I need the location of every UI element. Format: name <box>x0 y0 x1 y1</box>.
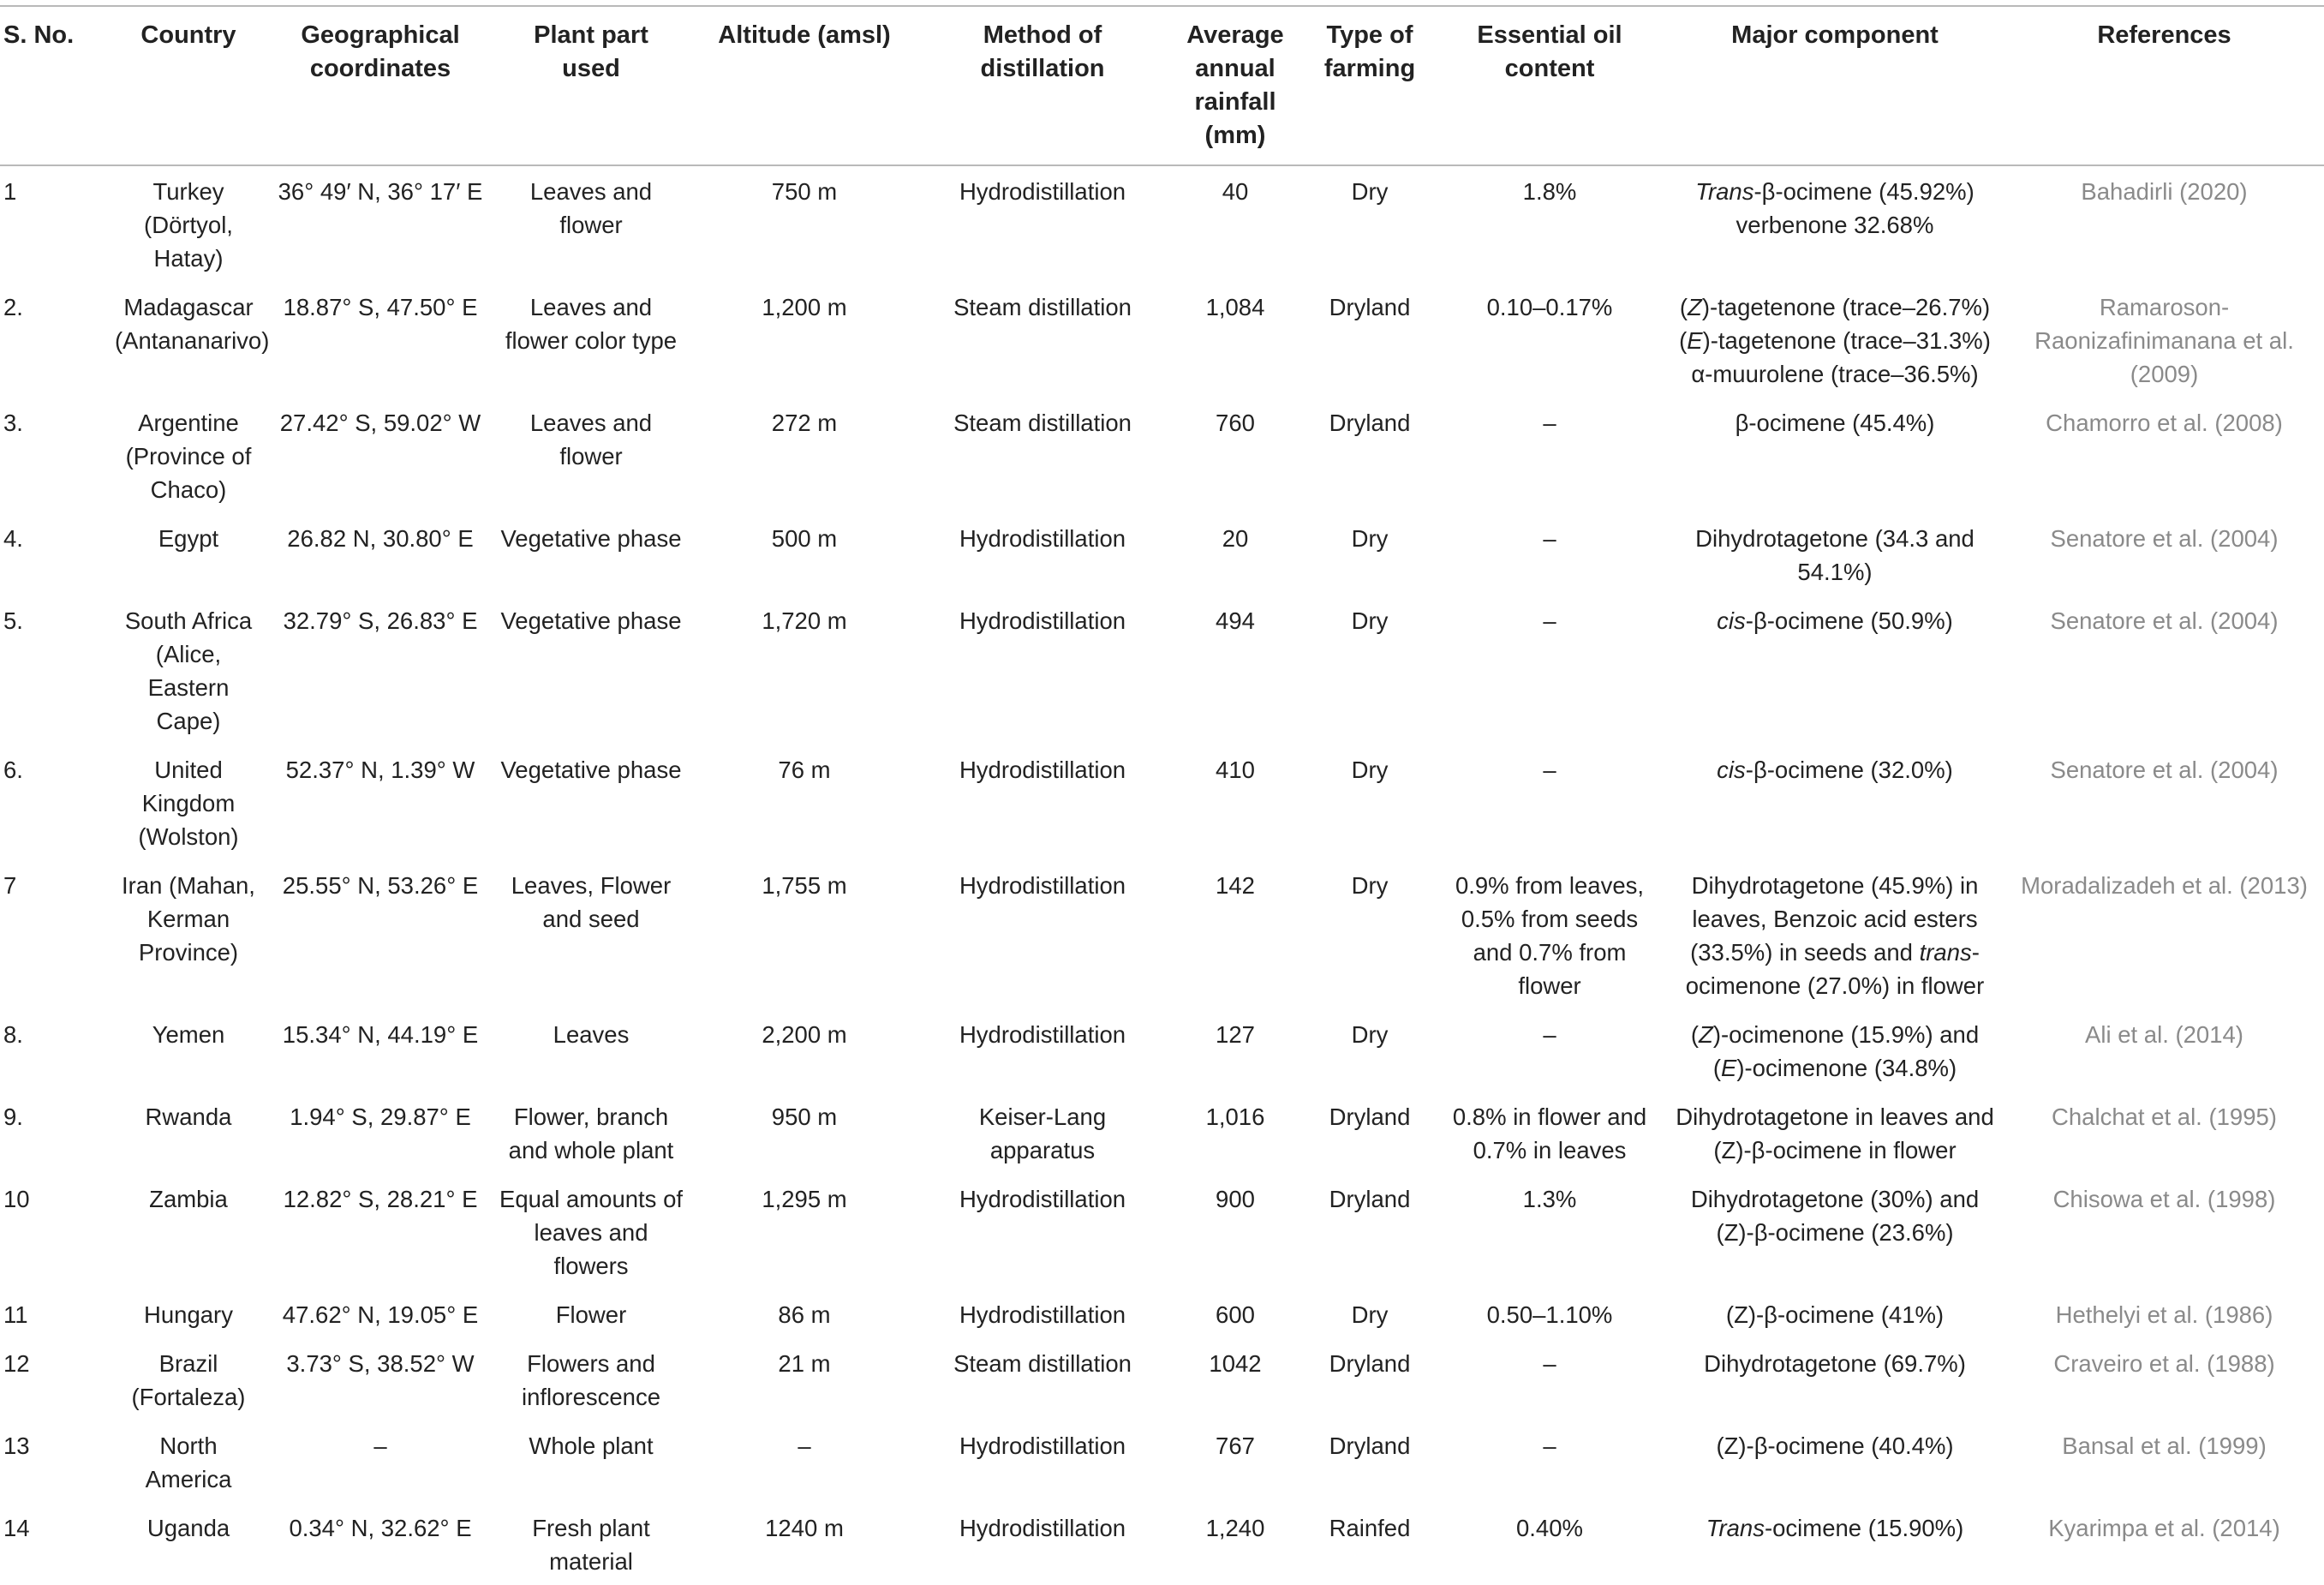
component-text: Trans <box>1695 178 1754 205</box>
rainfall-cell: 142 <box>1216 872 1255 899</box>
col-plant-part-header <box>493 6 689 165</box>
altitude-cell: 500 m <box>771 525 838 552</box>
header-line: content <box>1504 55 1595 82</box>
coordinates-cell: 12.82° S, 28.21° E <box>283 1186 478 1212</box>
method-cell: Steam distillation <box>953 294 1132 320</box>
country-cell: Hungary <box>144 1301 233 1328</box>
essential-oil-table <box>0 5 2324 1585</box>
header-line: Geographical <box>301 21 460 49</box>
oil-content-cell: 1.3% <box>1522 1186 1577 1212</box>
country-cell: Brazil (Fortaleza) <box>131 1350 246 1410</box>
farming-cell: Dryland <box>1329 1432 1411 1459</box>
method-cell: Keiser-Lang apparatus <box>978 1104 1107 1163</box>
component-text: trans <box>1919 939 1972 966</box>
header-line: rainfall <box>1194 88 1276 116</box>
header-line: coordinates <box>309 55 451 82</box>
header-line: Major component <box>1731 21 1939 49</box>
altitude-cell: – <box>798 1432 811 1459</box>
coordinates-cell: – <box>373 1432 387 1459</box>
component-text: cis <box>1717 757 1746 783</box>
component-text: )-ocimenone (34.8%) <box>1736 1055 1957 1081</box>
plant-part-cell: Vegetative phase <box>500 607 682 634</box>
sno-cell: 7 <box>3 872 17 899</box>
rainfall-cell: 1,084 <box>1205 294 1265 320</box>
reference-cell: Ramaroson-Raonizafinimanana et al. (2009) <box>2034 294 2294 387</box>
reference-cell: Senatore et al. (2004) <box>2050 525 2279 552</box>
farming-cell: Dry <box>1351 1021 1389 1048</box>
method-cell: Hydrodistillation <box>959 1515 1126 1541</box>
rainfall-cell: 40 <box>1222 178 1249 205</box>
oil-content-cell: – <box>1543 1432 1556 1459</box>
farming-cell: Dry <box>1351 1301 1389 1328</box>
component-text: E <box>1687 327 1703 354</box>
rainfall-cell: 600 <box>1216 1301 1255 1328</box>
plant-part-cell: Whole plant <box>529 1432 654 1459</box>
major-component-cell <box>1665 860 2004 1009</box>
coordinates-cell: 1.94° S, 29.87° E <box>290 1104 471 1130</box>
farming-cell: Dry <box>1351 872 1389 899</box>
coordinates-cell: 52.37° N, 1.39° W <box>285 757 475 783</box>
major-component-cell <box>1665 1289 2004 1338</box>
header-line: distillation <box>980 55 1105 82</box>
col-references-header <box>2004 6 2324 165</box>
altitude-cell: 76 m <box>778 757 831 783</box>
major-component-cell <box>1665 1503 2004 1585</box>
table-row <box>0 165 2324 282</box>
farming-cell: Dryland <box>1329 294 1411 320</box>
sno-cell: 5. <box>3 607 23 634</box>
reference-cell: Senatore et al. (2004) <box>2050 757 2279 783</box>
reference-cell: Craveiro et al. (1988) <box>2053 1350 2275 1377</box>
plant-part-cell: Fresh plant material <box>532 1515 650 1575</box>
sno-cell: 14 <box>3 1515 30 1541</box>
component-text: )-tagetenone (trace–26.7%) ( <box>1679 294 1991 354</box>
coordinates-cell: 36° 49′ N, 36° 17′ E <box>278 178 483 205</box>
farming-cell: Dry <box>1351 525 1389 552</box>
component-text: Z <box>1688 294 1702 320</box>
method-cell: Hydrodistillation <box>959 1432 1126 1459</box>
country-cell: Egypt <box>158 525 219 552</box>
altitude-cell: 272 m <box>771 410 838 436</box>
header-line: Essential oil <box>1477 21 1622 49</box>
method-cell: Hydrodistillation <box>959 757 1126 783</box>
oil-content-cell: 0.40% <box>1516 1515 1583 1541</box>
reference-cell: Ali et al. (2014) <box>2085 1021 2243 1048</box>
oil-content-cell: 0.9% from leaves, 0.5% from seeds and 0.7% from flower <box>1455 872 1645 999</box>
component-text: Z <box>1699 1021 1713 1048</box>
header-line: (mm) <box>1204 122 1266 149</box>
plant-part-cell: Leaves and flower <box>529 410 653 470</box>
component-text: Dihydrotagetone (45.9%) in leaves, Benzoic acid esters (33.5%) in seeds and <box>1690 872 1979 966</box>
coordinates-cell: 25.55° N, 53.26° E <box>282 872 479 899</box>
altitude-cell: 1,295 m <box>762 1186 847 1212</box>
component-text: -β-ocimene (50.9%) <box>1745 607 1953 634</box>
reference-cell: Bansal et al. (1999) <box>2062 1432 2267 1459</box>
sno-cell: 8. <box>3 1021 23 1048</box>
component-text: -ocimenone (27.0%) in flower <box>1685 939 1985 999</box>
rainfall-cell: 760 <box>1216 410 1255 436</box>
component-text: Dihydrotagetone (30%) and (Z)-β-ocimene (23.6%) <box>1690 1186 1980 1246</box>
header-line: used <box>562 55 620 82</box>
oil-content-cell: 0.50–1.10% <box>1486 1301 1613 1328</box>
table-row <box>0 745 2324 860</box>
method-cell: Hydrodistillation <box>959 178 1126 205</box>
country-cell: Uganda <box>146 1515 230 1541</box>
component-text: Dihydrotagetone (34.3 and 54.1%) <box>1695 525 1975 585</box>
table-row <box>0 1421 2324 1503</box>
country-cell: United Kingdom (Wolston) <box>138 757 239 850</box>
table-row <box>0 860 2324 1009</box>
rainfall-cell: 20 <box>1222 525 1249 552</box>
rainfall-cell: 900 <box>1216 1186 1255 1212</box>
header-line: Country <box>140 21 236 49</box>
table-row <box>0 1338 2324 1421</box>
country-cell: Zambia <box>149 1186 228 1212</box>
table-row <box>0 1174 2324 1289</box>
reference-cell: Moradalizadeh et al. (2013) <box>2021 872 2308 899</box>
sno-cell: 12 <box>3 1350 30 1377</box>
coordinates-cell: 18.87° S, 47.50° E <box>283 294 478 320</box>
sno-cell: 11 <box>3 1301 28 1328</box>
major-component-cell <box>1665 595 2004 745</box>
major-component-cell <box>1665 165 2004 282</box>
reference-cell: Hethelyi et al. (1986) <box>2055 1301 2273 1328</box>
farming-cell: Dryland <box>1329 1104 1411 1130</box>
altitude-cell: 1240 m <box>765 1515 844 1541</box>
table-header-row <box>0 6 2324 165</box>
table-body <box>0 165 2324 1585</box>
reference-cell: Chisowa et al. (1998) <box>2052 1186 2276 1212</box>
component-text: ( <box>1679 294 1688 320</box>
component-text: cis <box>1717 607 1746 634</box>
altitude-cell: 1,755 m <box>762 872 847 899</box>
header-line: Method of <box>983 21 1102 49</box>
col-farming-header <box>1305 6 1434 165</box>
table-row <box>0 1503 2324 1585</box>
component-text: ( <box>1690 1021 1700 1048</box>
method-cell: Hydrodistillation <box>959 525 1126 552</box>
coordinates-cell: 32.79° S, 26.83° E <box>283 607 478 634</box>
major-component-cell <box>1665 513 2004 595</box>
country-cell: Iran (Mahan, Kerman Province) <box>122 872 255 966</box>
major-component-cell <box>1665 282 2004 398</box>
farming-cell: Dryland <box>1329 1186 1411 1212</box>
component-text: (Z)-β-ocimene (40.4%) <box>1716 1432 1954 1459</box>
coordinates-cell: 27.42° S, 59.02° W <box>279 410 481 436</box>
table-row <box>0 1009 2324 1092</box>
component-text: (Z)-β-ocimene (41%) <box>1725 1301 1945 1328</box>
altitude-cell: 21 m <box>778 1350 831 1377</box>
header-line: Plant part <box>534 21 648 49</box>
plant-part-cell: Vegetative phase <box>500 525 682 552</box>
sno-cell: 2. <box>3 294 23 320</box>
plant-part-cell: Flower <box>555 1301 627 1328</box>
reference-cell: Chamorro et al. (2008) <box>2046 410 2283 436</box>
component-text: Trans <box>1706 1515 1765 1541</box>
farming-cell: Rainfed <box>1329 1515 1411 1541</box>
reference-cell: Kyarimpa et al. (2014) <box>2048 1515 2280 1541</box>
coordinates-cell: 47.62° N, 19.05° E <box>282 1301 479 1328</box>
plant-part-cell: Leaves, Flower and seed <box>511 872 672 932</box>
sno-cell: 6. <box>3 757 23 783</box>
oil-content-cell: 0.8% in flower and 0.7% in leaves <box>1452 1104 1647 1163</box>
major-component-cell <box>1665 1338 2004 1421</box>
oil-content-cell: – <box>1543 1021 1556 1048</box>
sno-cell: 13 <box>3 1432 30 1459</box>
farming-cell: Dry <box>1351 178 1389 205</box>
rainfall-cell: 1,016 <box>1205 1104 1265 1130</box>
oil-content-cell: – <box>1543 757 1556 783</box>
altitude-cell: 950 m <box>771 1104 838 1130</box>
reference-cell: Chalchat et al. (1995) <box>2052 1104 2277 1130</box>
coordinates-cell: 26.82 N, 30.80° E <box>287 525 474 552</box>
major-component-cell <box>1665 1092 2004 1174</box>
method-cell: Hydrodistillation <box>959 1301 1126 1328</box>
plant-part-cell: Leaves <box>553 1021 630 1048</box>
reference-cell: Bahadirli (2020) <box>2081 178 2248 205</box>
component-text: -ocimene (15.90%) <box>1764 1515 1964 1541</box>
col-sno-header <box>0 6 110 165</box>
oil-content-cell: – <box>1543 410 1556 436</box>
sno-cell: 4. <box>3 525 23 552</box>
header-line: annual <box>1195 55 1276 82</box>
table-row <box>0 595 2324 745</box>
table-row <box>0 1289 2324 1338</box>
sno-cell: 1 <box>3 178 17 205</box>
plant-part-cell: Equal amounts of leaves and flowers <box>499 1186 684 1279</box>
farming-cell: Dry <box>1351 607 1389 634</box>
major-component-cell <box>1665 745 2004 860</box>
plant-part-cell: Vegetative phase <box>500 757 682 783</box>
component-text: )-tagetenone (trace–31.3%) α-muurolene (trace–36.5%) <box>1691 327 1991 387</box>
table-row <box>0 398 2324 513</box>
oil-content-cell: – <box>1543 607 1556 634</box>
sno-cell: 3. <box>3 410 23 436</box>
reference-cell: Senatore et al. (2004) <box>2050 607 2279 634</box>
country-cell: Argentine (Province of Chaco) <box>125 410 252 503</box>
col-method-header <box>920 6 1165 165</box>
component-text: β-ocimene (45.4%) <box>1735 410 1935 436</box>
component-text: Dihydrotagetone in leaves and (Z)-β-ocimene in flower <box>1676 1104 1994 1163</box>
oil-content-cell: 1.8% <box>1522 178 1577 205</box>
method-cell: Hydrodistillation <box>959 1021 1126 1048</box>
country-cell: Turkey (Dörtyol, Hatay) <box>144 178 233 272</box>
header-line: S. No. <box>3 21 75 49</box>
col-altitude-header <box>689 6 920 165</box>
altitude-cell: 86 m <box>778 1301 831 1328</box>
sno-cell: 9. <box>3 1104 23 1130</box>
header-line: References <box>2097 21 2231 49</box>
table-row <box>0 1092 2324 1174</box>
rainfall-cell: 410 <box>1216 757 1255 783</box>
col-rainfall-header <box>1165 6 1305 165</box>
method-cell: Steam distillation <box>953 1350 1132 1377</box>
plant-part-cell: Leaves and flower color type <box>505 294 678 354</box>
method-cell: Hydrodistillation <box>959 607 1126 634</box>
header-line: Average <box>1186 21 1284 49</box>
component-text: E <box>1721 1055 1737 1081</box>
rainfall-cell: 767 <box>1216 1432 1255 1459</box>
col-coordinates-header <box>267 6 493 165</box>
farming-cell: Dryland <box>1329 410 1411 436</box>
major-component-cell <box>1665 1421 2004 1503</box>
rainfall-cell: 494 <box>1216 607 1255 634</box>
rainfall-cell: 1,240 <box>1205 1515 1265 1541</box>
coordinates-cell: 15.34° N, 44.19° E <box>282 1021 479 1048</box>
col-major-component-header <box>1665 6 2004 165</box>
plant-part-cell: Leaves and flower <box>529 178 653 238</box>
country-cell: Yemen <box>152 1021 225 1048</box>
component-text: )-ocimenone (15.9%) and ( <box>1712 1021 1980 1081</box>
major-component-cell <box>1665 1009 2004 1092</box>
component-text: -β-ocimene (32.0%) <box>1745 757 1953 783</box>
major-component-cell <box>1665 398 2004 513</box>
country-cell: Rwanda <box>145 1104 232 1130</box>
coordinates-cell: 3.73° S, 38.52° W <box>286 1350 475 1377</box>
header-line: Altitude (amsl) <box>718 21 891 49</box>
country-cell: Madagascar (Antananarivo) <box>115 294 270 354</box>
method-cell: Hydrodistillation <box>959 1186 1126 1212</box>
header-line: Type of <box>1326 21 1413 49</box>
header-line: farming <box>1323 55 1416 82</box>
method-cell: Hydrodistillation <box>959 872 1126 899</box>
farming-cell: Dry <box>1351 757 1389 783</box>
country-cell: North America <box>145 1432 232 1492</box>
component-text: Dihydrotagetone (69.7%) <box>1704 1350 1966 1377</box>
oil-content-cell: – <box>1543 525 1556 552</box>
major-component-cell <box>1665 1174 2004 1289</box>
method-cell: Steam distillation <box>953 410 1132 436</box>
rainfall-cell: 127 <box>1216 1021 1255 1048</box>
col-country-header <box>110 6 267 165</box>
oil-content-cell: – <box>1543 1350 1556 1377</box>
altitude-cell: 1,720 m <box>762 607 847 634</box>
coordinates-cell: 0.34° N, 32.62° E <box>289 1515 472 1541</box>
table-row <box>0 513 2324 595</box>
col-oil-content-header <box>1434 6 1665 165</box>
table-row <box>0 282 2324 398</box>
plant-part-cell: Flower, branch and whole plant <box>508 1104 674 1163</box>
component-text: -β-ocimene (45.92%) verbenone 32.68% <box>1736 178 1975 238</box>
rainfall-cell: 1042 <box>1209 1350 1262 1377</box>
altitude-cell: 750 m <box>771 178 838 205</box>
oil-content-cell: 0.10–0.17% <box>1486 294 1613 320</box>
farming-cell: Dryland <box>1329 1350 1411 1377</box>
sno-cell: 10 <box>3 1186 30 1212</box>
country-cell: South Africa (Alice, Eastern Cape) <box>124 607 253 734</box>
plant-part-cell: Flowers and inflorescence <box>521 1350 661 1410</box>
altitude-cell: 1,200 m <box>762 294 847 320</box>
altitude-cell: 2,200 m <box>762 1021 847 1048</box>
